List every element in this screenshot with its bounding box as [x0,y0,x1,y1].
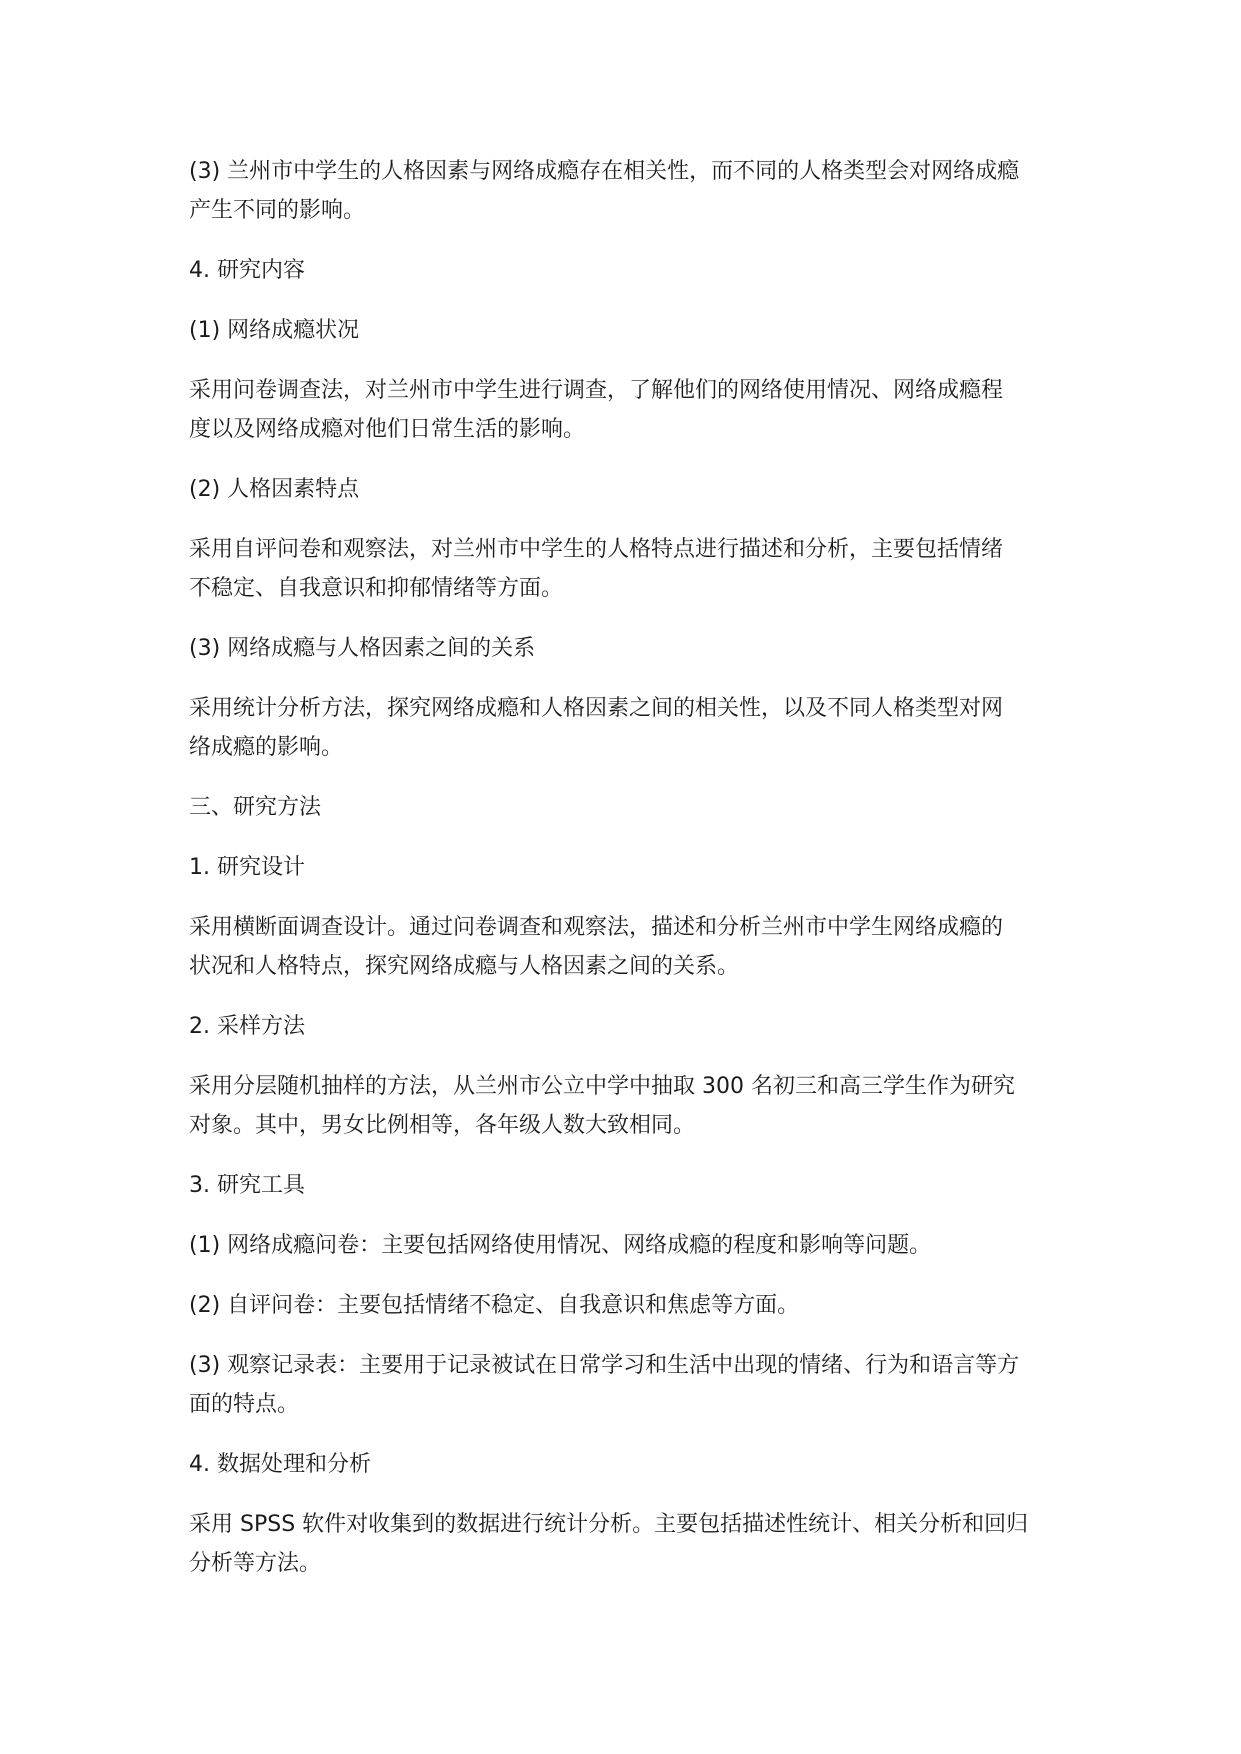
paragraph [189,470,1059,509]
paragraph-spacer [189,1145,1059,1166]
text-line: (3) 网络成瘾与人格因素之间的关系 [189,636,536,661]
paragraph-spacer [189,668,1059,689]
paragraph [189,1505,1059,1583]
text-line: 采用横断面调查设计。通过问卷调查和观察法，描述和分析兰州市中学生网络成瘾的 [189,915,1004,940]
paragraph [189,1286,1059,1325]
text-line: 三、研究方法 [189,795,322,820]
text-line: 分析等方法。 [189,1551,322,1576]
paragraph-spacer [189,608,1059,629]
text-line: 3. 研究工具 [189,1173,305,1198]
text-line: 采用 SPSS 软件对收集到的数据进行统计分析。主要包括描述性统计、相关分析和回归 [189,1512,1029,1537]
text-line: (1) 网络成瘾状况 [189,318,360,343]
paragraph-spacer [189,350,1059,371]
text-line: (3) 观察记录表：主要用于记录被试在日常学习和生活中出现的情绪、行为和语言等方 [189,1353,1020,1378]
text-line: 不稳定、自我意识和抑郁情绪等方面。 [189,576,564,601]
paragraph [189,311,1059,350]
paragraph [189,1067,1059,1145]
paragraph-spacer [189,887,1059,908]
paragraph-spacer [189,986,1059,1007]
text-line: 产生不同的影响。 [189,198,366,223]
paragraph-spacer [189,230,1059,251]
text-line: (2) 人格因素特点 [189,477,360,502]
paragraph [189,1346,1059,1424]
paragraph-spacer [189,1046,1059,1067]
text-line: 络成瘾的影响。 [189,735,344,760]
paragraph [189,848,1059,887]
paragraph [189,788,1059,827]
paragraph-spacer [189,290,1059,311]
paragraph-spacer [189,1325,1059,1346]
paragraph [189,152,1059,230]
paragraph [189,251,1059,290]
paragraph [189,1166,1059,1205]
text-line: (2) 自评问卷：主要包括情绪不稳定、自我意识和焦虑等方面。 [189,1293,800,1318]
text-line: 度以及网络成瘾对他们日常生活的影响。 [189,417,586,442]
text-line: 采用分层随机抽样的方法，从兰州市公立中学中抽取 300 名初三和高三学生作为研究 [189,1074,1015,1099]
text-line: 对象。其中，男女比例相等，各年级人数大致相同。 [189,1113,696,1138]
text-line: 4. 研究内容 [189,258,305,283]
text-line: 4. 数据处理和分析 [189,1452,371,1477]
text-line: 采用统计分析方法，探究网络成瘾和人格因素之间的相关性，以及不同人格类型对网 [189,696,1004,721]
text-line: 状况和人格特点，探究网络成瘾与人格因素之间的关系。 [189,954,740,979]
text-line: (1) 网络成瘾问卷：主要包括网络使用情况、网络成瘾的程度和影响等问题。 [189,1233,932,1258]
text-line: 采用自评问卷和观察法，对兰州市中学生的人格特点进行描述和分析，主要包括情绪 [189,537,1004,562]
text-line: 面的特点。 [189,1392,300,1417]
paragraph-spacer [189,1484,1059,1505]
paragraph [189,1226,1059,1265]
paragraph-spacer [189,1424,1059,1445]
text-line: (3) 兰州市中学生的人格因素与网络成瘾存在相关性，而不同的人格类型会对网络成瘾 [189,159,1020,184]
document-body [189,152,1059,1583]
paragraph [189,371,1059,449]
paragraph [189,908,1059,986]
paragraph [189,1445,1059,1484]
text-line: 采用问卷调查法，对兰州市中学生进行调查，了解他们的网络使用情况、网络成瘾程 [189,378,1004,403]
paragraph [189,629,1059,668]
paragraph [189,1007,1059,1046]
paragraph-spacer [189,827,1059,848]
paragraph-spacer [189,449,1059,470]
text-line: 2. 采样方法 [189,1014,305,1039]
paragraph-spacer [189,509,1059,530]
paragraph [189,530,1059,608]
text-line: 1. 研究设计 [189,855,305,880]
paragraph-spacer [189,767,1059,788]
paragraph-spacer [189,1265,1059,1286]
paragraph-spacer [189,1205,1059,1226]
paragraph [189,689,1059,767]
